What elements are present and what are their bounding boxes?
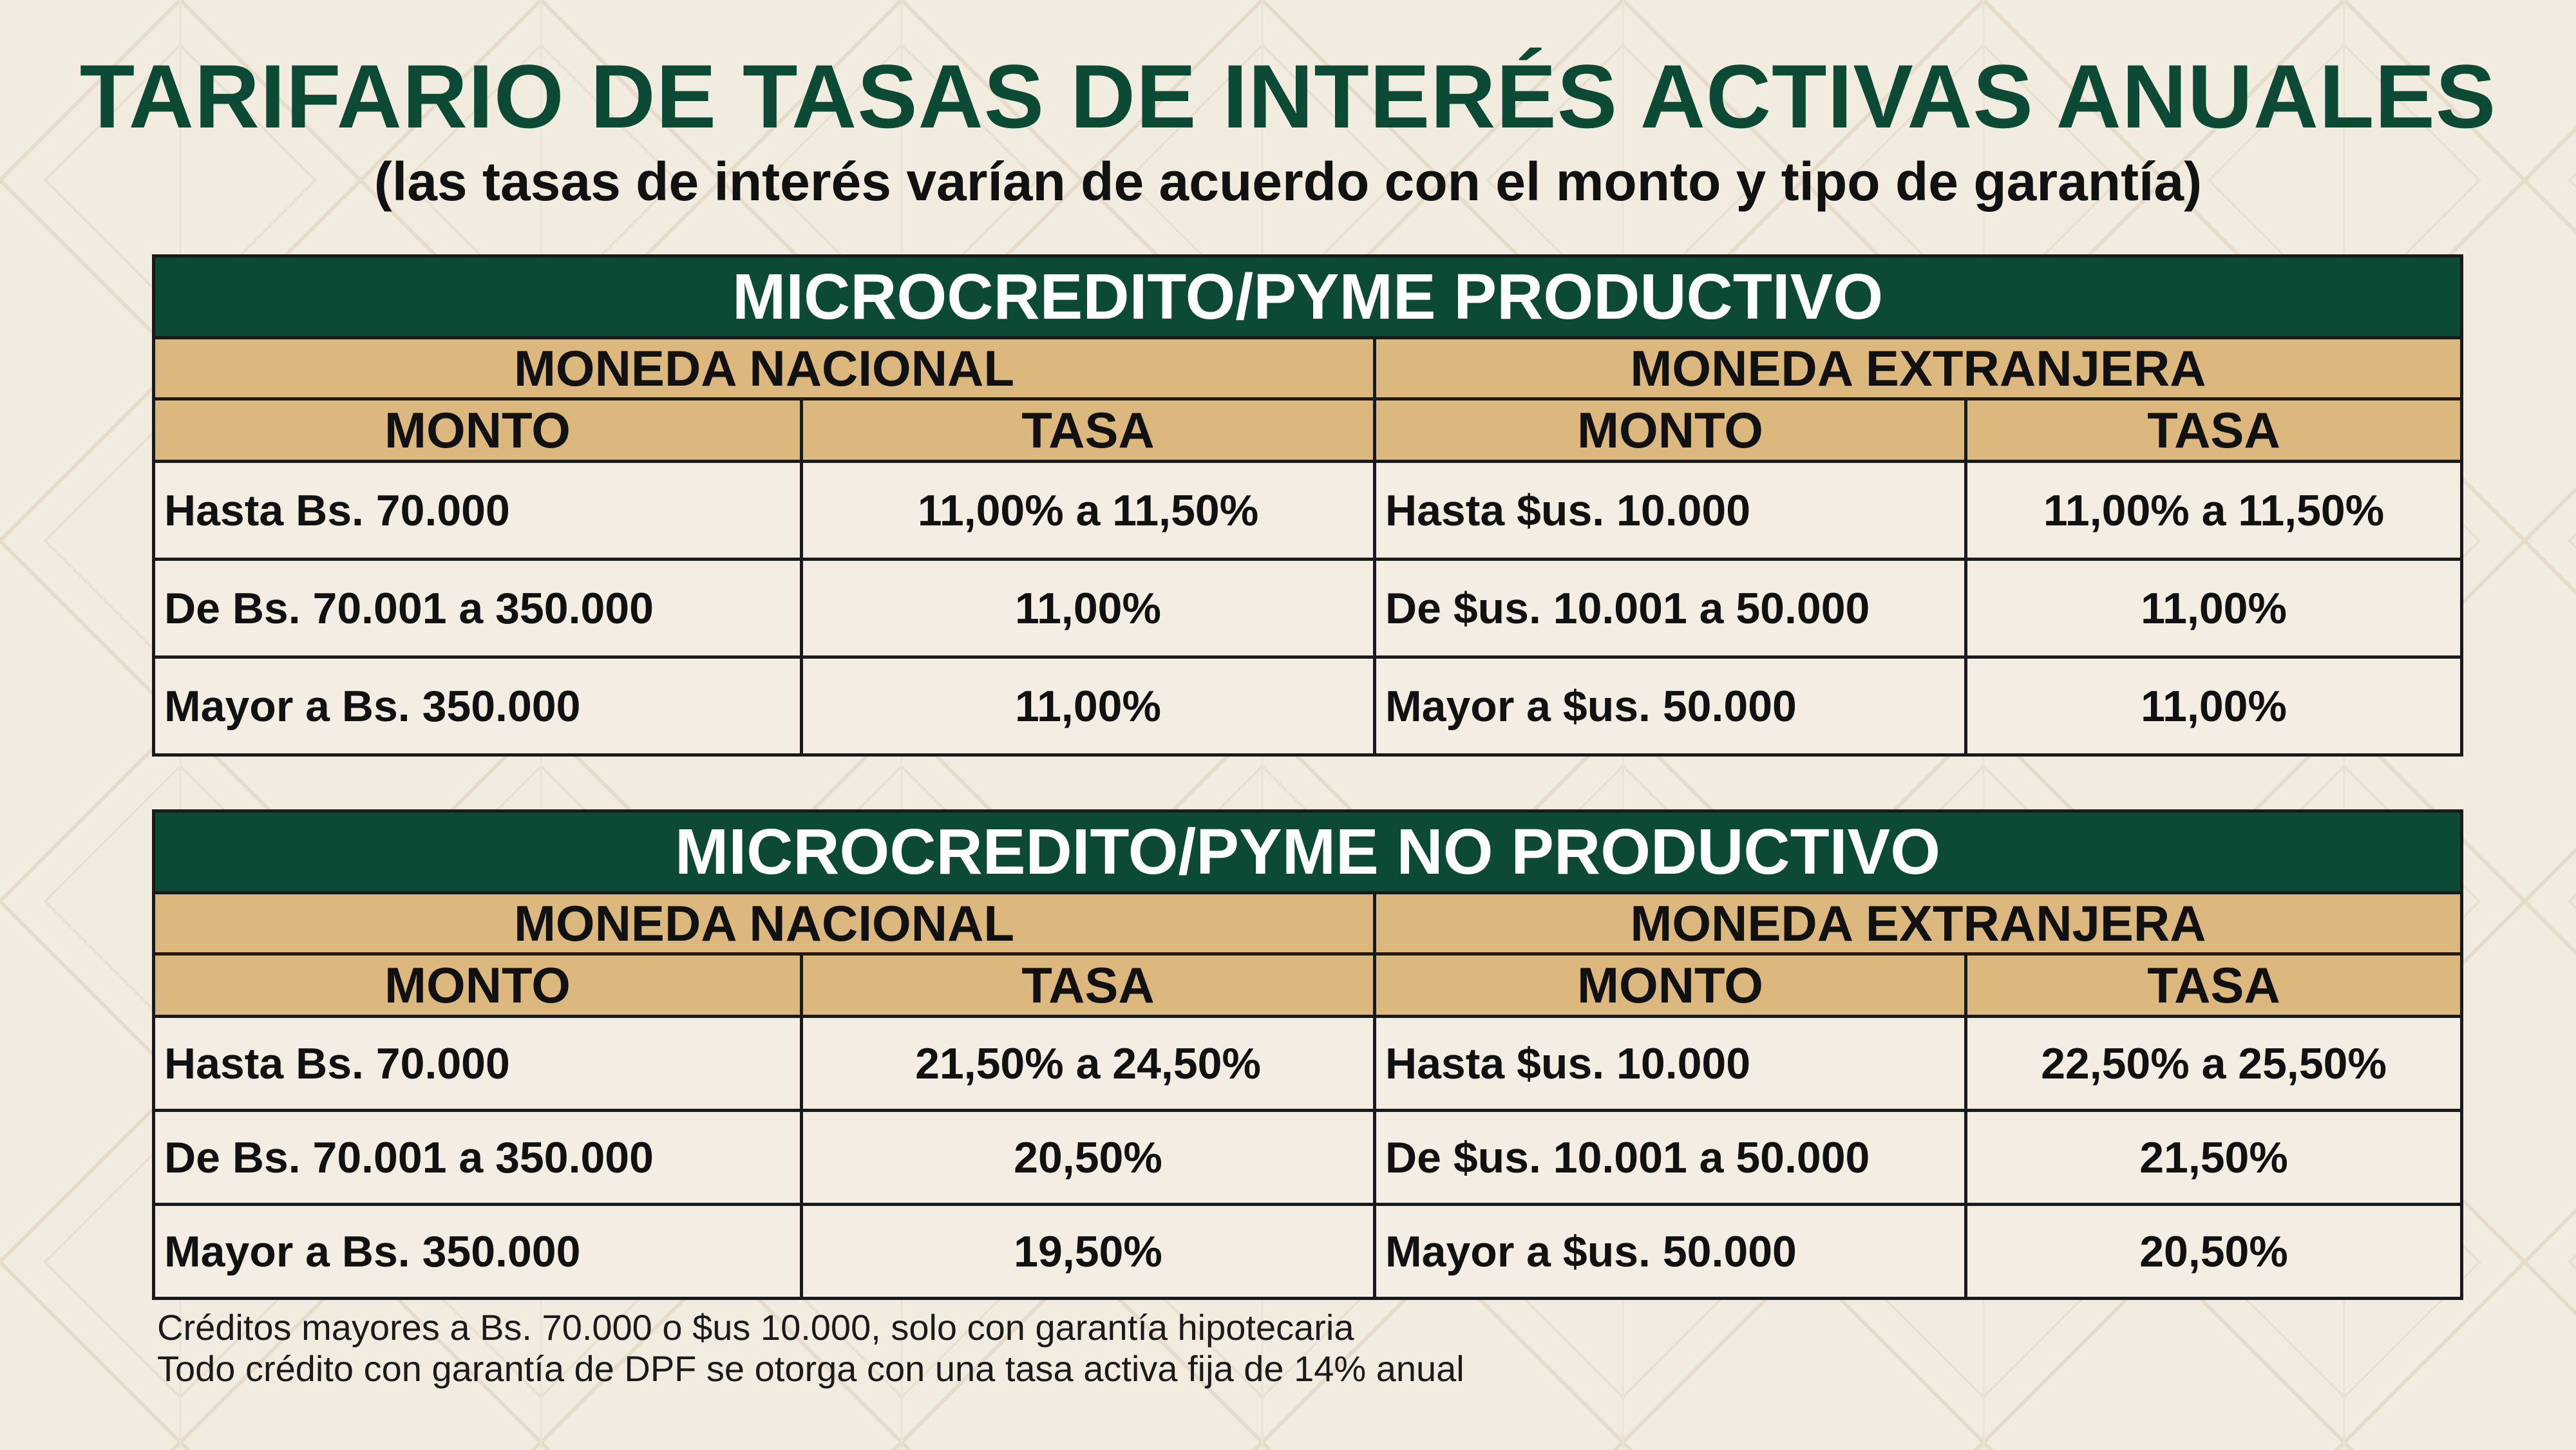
footnotes xyxy=(157,1307,1464,1389)
rate-cell: 11,00% xyxy=(1966,560,2462,657)
rate-cell: 21,50% a 24,50% xyxy=(802,1017,1375,1111)
rate-cell: 19,50% xyxy=(802,1205,1375,1299)
table-row xyxy=(154,1205,2462,1299)
rate-cell: 11,00% xyxy=(802,560,1375,657)
table-row xyxy=(154,462,2462,560)
rate-cell: 11,00% xyxy=(802,657,1375,755)
column-header-amount: MONTO xyxy=(1375,399,1966,462)
column-header-amount: MONTO xyxy=(1375,954,1966,1017)
amount-cell: Mayor a Bs. 350.000 xyxy=(154,1205,802,1299)
column-header-amount: MONTO xyxy=(154,399,802,462)
column-header-rate: TASA xyxy=(802,954,1375,1017)
amount-cell: Mayor a $us. 50.000 xyxy=(1375,1205,1966,1299)
amount-cell: De Bs. 70.001 a 350.000 xyxy=(154,1111,802,1205)
rate-cell: 21,50% xyxy=(1966,1111,2462,1205)
currency-header-foreign: MONEDA EXTRANJERA xyxy=(1375,893,2462,954)
rate-cell: 20,50% xyxy=(802,1111,1375,1205)
rate-cell: 20,50% xyxy=(1966,1205,2462,1299)
amount-cell: Mayor a Bs. 350.000 xyxy=(154,657,802,755)
column-header-rate: TASA xyxy=(802,399,1375,462)
table-row xyxy=(154,560,2462,657)
page-subtitle: (las tasas de interés varían de acuerdo con el monto y tipo de garantía) xyxy=(374,151,2202,212)
amount-cell: Hasta Bs. 70.000 xyxy=(154,462,802,560)
amount-cell: De Bs. 70.001 a 350.000 xyxy=(154,560,802,657)
currency-header-national: MONEDA NACIONAL xyxy=(154,893,1375,954)
table-row xyxy=(154,1111,2462,1205)
non-productive-rates-table xyxy=(152,809,2463,1300)
rate-cell: 11,00% xyxy=(1966,657,2462,755)
rate-cell: 11,00% a 11,50% xyxy=(1966,462,2462,560)
column-header-rate: TASA xyxy=(1966,954,2462,1017)
section-title: MICROCREDITO/PYME PRODUCTIVO xyxy=(154,256,2462,338)
currency-header-national: MONEDA NACIONAL xyxy=(154,338,1375,399)
productive-rates-table xyxy=(152,254,2463,757)
section-title: MICROCREDITO/PYME NO PRODUCTIVO xyxy=(154,811,2462,893)
table-row xyxy=(154,657,2462,755)
amount-cell: De $us. 10.001 a 50.000 xyxy=(1375,1111,1966,1205)
footnote-mortgage: Créditos mayores a Bs. 70.000 o $us 10.000, solo con garantía hipotecaria xyxy=(157,1307,1354,1348)
rate-cell: 22,50% a 25,50% xyxy=(1966,1017,2462,1111)
amount-cell: Hasta $us. 10.000 xyxy=(1375,1017,1966,1111)
amount-cell: Mayor a $us. 50.000 xyxy=(1375,657,1966,755)
rate-cell: 11,00% a 11,50% xyxy=(802,462,1375,560)
page-title: TARIFARIO DE TASAS DE INTERÉS ACTIVAS ANUALES xyxy=(79,46,2497,147)
column-header-rate: TASA xyxy=(1966,399,2462,462)
currency-header-foreign: MONEDA EXTRANJERA xyxy=(1375,338,2462,399)
table-row xyxy=(154,1017,2462,1111)
amount-cell: Hasta Bs. 70.000 xyxy=(154,1017,802,1111)
amount-cell: De $us. 10.001 a 50.000 xyxy=(1375,560,1966,657)
column-header-amount: MONTO xyxy=(154,954,802,1017)
amount-cell: Hasta $us. 10.000 xyxy=(1375,462,1966,560)
footnote-dpf: Todo crédito con garantía de DPF se otorga con una tasa activa fija de 14% anual xyxy=(157,1348,1464,1389)
